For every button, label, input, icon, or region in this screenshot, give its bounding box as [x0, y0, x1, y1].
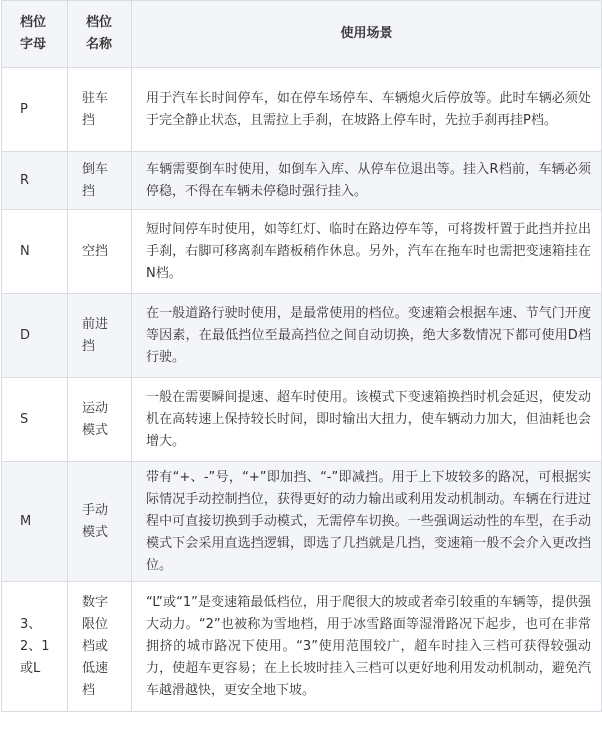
gear-name-cell: 驻车 挡	[68, 68, 132, 152]
gear-letter-cell: 3、 2、1 或L	[2, 582, 68, 712]
table-row	[2, 68, 602, 152]
gear-letter-cell: R	[2, 152, 68, 210]
header-gear-letter-text: 档位 字母	[20, 15, 47, 52]
gear-name-cell: 倒车 挡	[68, 152, 132, 210]
usage-scene-cell: 用于汽车长时间停车，如在停车场停车、车辆熄火后停放等。此时车辆必须处于完全静止状态，且需拉上手刹，在坡路上停车时，先拉手刹再挂P档。	[132, 68, 602, 152]
usage-scene-cell: 在一般道路行驶时使用，是最常使用的档位。变速箱会根据车速、节气门开度等因素，在最低挡位至最高挡位之间自动切换，绝大多数情况下都可使用D档行驶。	[132, 294, 602, 378]
gear-name-cell: 数字 限位 档或 低速 档	[68, 582, 132, 712]
header-usage-scene: 使用场景	[132, 1, 602, 68]
table-row	[2, 462, 602, 582]
usage-scene-cell: 短时间停车时使用，如等红灯、临时在路边停车等，可将拨杆置于此挡并拉出手刹，右脚可移离刹车踏板稍作休息。另外，汽车在拖车时也需把变速箱挂在N档。	[132, 210, 602, 294]
gear-name-cell: 空挡	[68, 210, 132, 294]
header-gear-name	[68, 1, 132, 68]
table-row	[2, 294, 602, 378]
usage-scene-cell: “L”或“1”是变速箱最低档位，用于爬很大的坡或者牵引较重的车辆等，提供强大动力。“2”也被称为雪地档，用于冰雪路面等湿滑路况下起步，也可在非常拥挤的城市路况下使用。“3”使用范围较广，超车时挂入三档可获得较强动力，使超车更容易；在上长坡时挂入三档可以更好地利用发动机制动，避免汽车越滑越快，更安全地下坡。	[132, 582, 602, 712]
gear-letter-cell: N	[2, 210, 68, 294]
usage-scene-cell: 带有“+、-”号，“+”即加挡、“-”即减挡。用于上下坡较多的路况，可根据实际情况手动控制挡位，获得更好的动力输出或利用发动机制动。车辆在行进过程中可直接切换到手动模式，无需停车切换。一些强调运动性的车型，在手动模式下会采用直选挡逻辑，即选了几挡就是几挡，变速箱一般不会介入更改挡位。	[132, 462, 602, 582]
table-row	[2, 152, 602, 210]
usage-scene-cell: 车辆需要倒车时使用，如倒车入库、从停车位退出等。挂入R档前，车辆必须停稳，不得在车辆未停稳时强行挂入。	[132, 152, 602, 210]
table-header-row	[2, 1, 602, 68]
gear-letter-cell: M	[2, 462, 68, 582]
usage-scene-cell: 一般在需要瞬间提速、超车时使用。该模式下变速箱换挡时机会延迟，使发动机在高转速上保持较长时间，即时输出大扭力，使车辆动力加大，但油耗也会增大。	[132, 378, 602, 462]
gear-name-cell: 运动 模式	[68, 378, 132, 462]
table-row	[2, 378, 602, 462]
gear-letter-cell: S	[2, 378, 68, 462]
table-row	[2, 582, 602, 712]
gear-letter-cell: D	[2, 294, 68, 378]
header-gear-name-text: 档位 名称	[86, 15, 113, 52]
table-row	[2, 210, 602, 294]
header-gear-letter	[2, 1, 68, 68]
gear-table	[1, 0, 602, 712]
gear-name-cell: 手动 模式	[68, 462, 132, 582]
gear-name-cell: 前进 挡	[68, 294, 132, 378]
gear-letter-cell: P	[2, 68, 68, 152]
